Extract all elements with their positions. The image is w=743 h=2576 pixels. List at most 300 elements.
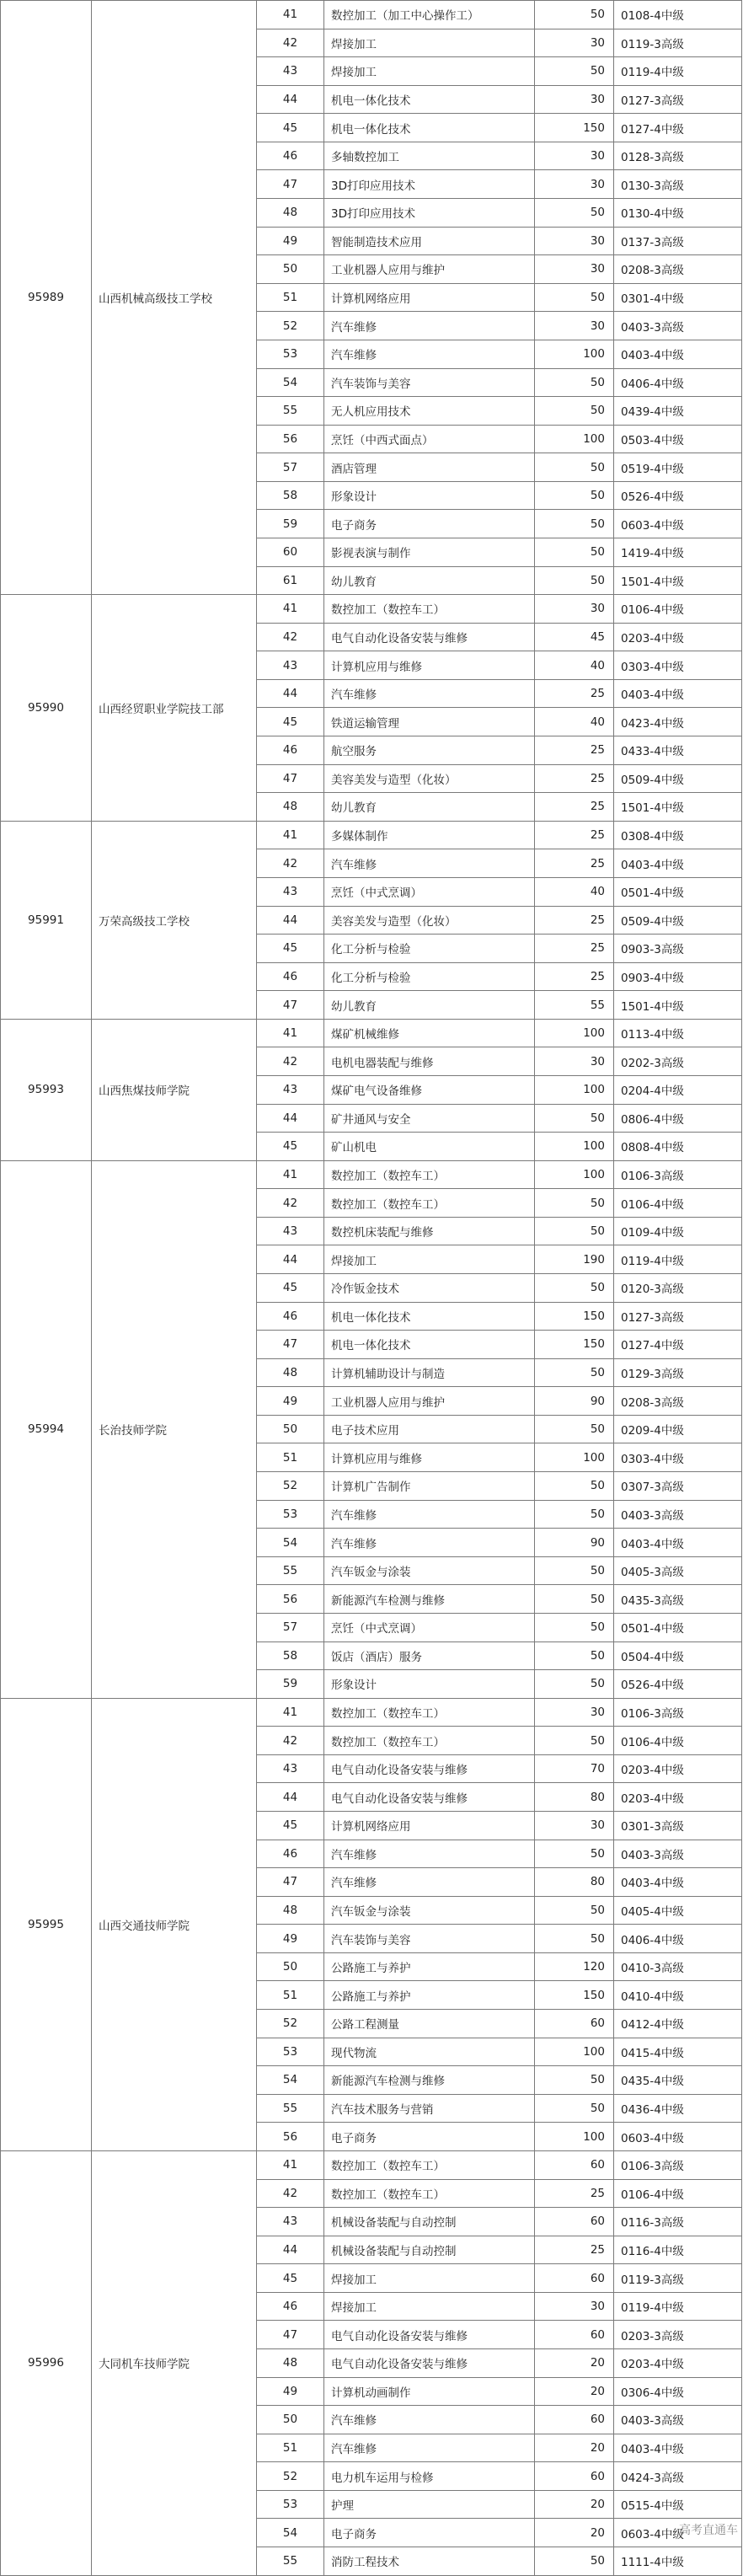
plan-count: 50 <box>535 1358 614 1387</box>
major-name: 汽车装饰与美容 <box>324 368 535 397</box>
major-name: 计算机应用与维修 <box>324 651 535 680</box>
major-number: 45 <box>257 708 324 736</box>
major-category: 0403-4中级 <box>614 2434 742 2462</box>
major-number: 57 <box>257 453 324 482</box>
major-name: 电气自动化设备安装与维修 <box>324 1783 535 1812</box>
plan-count: 40 <box>535 708 614 736</box>
major-name: 汽车维修 <box>324 312 535 340</box>
major-category: 0403-3高级 <box>614 2406 742 2434</box>
major-name: 3D打印应用技术 <box>324 170 535 199</box>
major-category: 0119-4中级 <box>614 2292 742 2321</box>
major-category: 0106-4中级 <box>614 1727 742 1755</box>
major-category: 1111-4中级 <box>614 2547 742 2576</box>
major-name: 机械设备装配与自动控制 <box>324 2208 535 2236</box>
major-number: 44 <box>257 906 324 935</box>
major-number: 46 <box>257 1302 324 1331</box>
plan-count: 30 <box>535 1047 614 1076</box>
major-name: 公路施工与养护 <box>324 1981 535 2010</box>
major-name: 影视表演与制作 <box>324 538 535 566</box>
plan-count: 50 <box>535 1415 614 1443</box>
major-number: 54 <box>257 368 324 397</box>
major-number: 48 <box>257 1358 324 1387</box>
major-category: 0424-3高级 <box>614 2462 742 2491</box>
major-category: 0410-4中级 <box>614 1981 742 2010</box>
major-name: 机电一体化技术 <box>324 1331 535 1359</box>
major-category: 0106-4中级 <box>614 595 742 624</box>
major-category: 0106-4中级 <box>614 1189 742 1218</box>
major-name: 焊接加工 <box>324 2292 535 2321</box>
major-name: 计算机网络应用 <box>324 1812 535 1840</box>
major-name: 新能源汽车检测与维修 <box>324 2066 535 2095</box>
plan-count: 25 <box>535 2236 614 2264</box>
table-body <box>1 1 742 2576</box>
plan-count: 25 <box>535 764 614 793</box>
major-number: 51 <box>257 1443 324 1472</box>
major-number: 51 <box>257 1981 324 2010</box>
major-number: 42 <box>257 29 324 57</box>
major-name: 新能源汽车检测与维修 <box>324 1585 535 1614</box>
school-code: 95991 <box>1 821 92 1019</box>
plan-count: 50 <box>535 1613 614 1641</box>
major-category: 0203-4中级 <box>614 1783 742 1812</box>
plan-count: 50 <box>535 1472 614 1501</box>
major-number: 41 <box>257 1160 324 1189</box>
major-name: 数控加工（数控车工） <box>324 595 535 624</box>
major-category: 0128-3高级 <box>614 142 742 170</box>
major-name: 烹饪（中式烹调） <box>324 1613 535 1641</box>
school-name: 山西焦煤技师学院 <box>92 1019 257 1160</box>
major-name: 汽车维修 <box>324 340 535 368</box>
plan-count: 60 <box>535 2208 614 2236</box>
major-number: 50 <box>257 255 324 284</box>
major-category: 0130-4中级 <box>614 199 742 228</box>
major-name: 铁道运输管理 <box>324 708 535 736</box>
major-name: 航空服务 <box>324 736 535 765</box>
major-number: 48 <box>257 199 324 228</box>
plan-count: 50 <box>535 1104 614 1133</box>
major-number: 43 <box>257 2208 324 2236</box>
major-name: 机电一体化技术 <box>324 1302 535 1331</box>
plan-count: 90 <box>535 1529 614 1557</box>
plan-count: 30 <box>535 2292 614 2321</box>
plan-count: 25 <box>535 821 614 849</box>
major-category: 1419-4中级 <box>614 538 742 566</box>
major-number: 56 <box>257 425 324 453</box>
major-name: 汽车维修 <box>324 2406 535 2434</box>
plan-count: 30 <box>535 595 614 624</box>
major-number: 53 <box>257 340 324 368</box>
major-category: 0127-4中级 <box>614 114 742 142</box>
plan-count: 90 <box>535 1387 614 1416</box>
major-number: 56 <box>257 1585 324 1614</box>
major-category: 0526-4中级 <box>614 481 742 510</box>
major-number: 53 <box>257 2038 324 2066</box>
major-category: 0403-4中级 <box>614 340 742 368</box>
major-number: 52 <box>257 2010 324 2038</box>
school-code: 95995 <box>1 1698 92 2150</box>
major-number: 47 <box>257 2321 324 2349</box>
plan-count: 40 <box>535 651 614 680</box>
major-name: 电力机车运用与检修 <box>324 2462 535 2491</box>
plan-count: 50 <box>535 397 614 426</box>
major-category: 0406-4中级 <box>614 368 742 397</box>
major-category: 0903-4中级 <box>614 962 742 991</box>
table-row <box>1 1019 742 1047</box>
major-number: 42 <box>257 1047 324 1076</box>
major-category: 0119-4中级 <box>614 1245 742 1274</box>
major-number: 47 <box>257 991 324 1020</box>
major-category: 0202-3高级 <box>614 1047 742 1076</box>
major-name: 焊接加工 <box>324 57 535 86</box>
major-number: 41 <box>257 595 324 624</box>
plan-count: 20 <box>535 2377 614 2406</box>
major-name: 焊接加工 <box>324 2264 535 2293</box>
major-number: 43 <box>257 57 324 86</box>
major-name: 电气自动化设备安装与维修 <box>324 2348 535 2377</box>
major-name: 形象设计 <box>324 1670 535 1699</box>
major-number: 58 <box>257 481 324 510</box>
major-name: 矿山机电 <box>324 1133 535 1161</box>
plan-count: 50 <box>535 453 614 482</box>
major-number: 54 <box>257 1529 324 1557</box>
major-category: 0109-4中级 <box>614 1217 742 1245</box>
school-name: 长治技师学院 <box>92 1160 257 1698</box>
major-name: 电子商务 <box>324 2123 535 2151</box>
major-number: 59 <box>257 510 324 538</box>
major-name: 机械设备装配与自动控制 <box>324 2236 535 2264</box>
major-category: 0603-4中级 <box>614 2123 742 2151</box>
table-row <box>1 1698 742 1727</box>
major-name: 智能制造技术应用 <box>324 227 535 255</box>
plan-count: 55 <box>535 991 614 1020</box>
major-number: 52 <box>257 2462 324 2491</box>
plan-count: 50 <box>535 1641 614 1670</box>
plan-count: 30 <box>535 1812 614 1840</box>
major-category: 0119-3高级 <box>614 29 742 57</box>
plan-count: 100 <box>535 1160 614 1189</box>
major-name: 幼儿教育 <box>324 793 535 822</box>
plan-count: 25 <box>535 736 614 765</box>
plan-count: 50 <box>535 510 614 538</box>
major-name: 幼儿教育 <box>324 566 535 595</box>
major-category: 0415-4中级 <box>614 2038 742 2066</box>
major-number: 43 <box>257 651 324 680</box>
watermark-text: 高考直通车 <box>679 2524 738 2537</box>
plan-count: 50 <box>535 1896 614 1925</box>
major-name: 汽车装饰与美容 <box>324 1925 535 1953</box>
plan-count: 30 <box>535 29 614 57</box>
major-number: 54 <box>257 2066 324 2095</box>
plan-count: 50 <box>535 538 614 566</box>
major-number: 49 <box>257 1925 324 1953</box>
major-category: 0203-3高级 <box>614 2321 742 2349</box>
major-number: 55 <box>257 397 324 426</box>
major-number: 55 <box>257 1556 324 1585</box>
plan-count: 30 <box>535 170 614 199</box>
major-name: 消防工程技术 <box>324 2547 535 2576</box>
major-category: 0412-4中级 <box>614 2010 742 2038</box>
major-category: 0137-3高级 <box>614 227 742 255</box>
plan-count: 50 <box>535 1217 614 1245</box>
school-code: 95989 <box>1 1 92 595</box>
plan-count: 30 <box>535 85 614 114</box>
plan-count: 60 <box>535 2406 614 2434</box>
major-name: 煤矿电气设备维修 <box>324 1075 535 1104</box>
major-category: 0436-4中级 <box>614 2094 742 2123</box>
major-name: 汽车维修 <box>324 679 535 708</box>
major-number: 47 <box>257 170 324 199</box>
major-name: 汽车技术服务与营销 <box>324 2094 535 2123</box>
plan-count: 25 <box>535 793 614 822</box>
major-name: 现代物流 <box>324 2038 535 2066</box>
major-name: 机电一体化技术 <box>324 85 535 114</box>
major-number: 42 <box>257 1189 324 1218</box>
major-category: 0403-3高级 <box>614 312 742 340</box>
major-category: 0501-4中级 <box>614 1613 742 1641</box>
major-category: 0306-4中级 <box>614 2377 742 2406</box>
school-name: 山西机械高级技工学校 <box>92 1 257 595</box>
major-number: 52 <box>257 1472 324 1501</box>
major-category: 0119-4中级 <box>614 57 742 86</box>
plan-count: 50 <box>535 368 614 397</box>
plan-count: 25 <box>535 962 614 991</box>
major-category: 0435-3高级 <box>614 1585 742 1614</box>
plan-count: 30 <box>535 255 614 284</box>
table-row <box>1 821 742 849</box>
major-category: 0509-4中级 <box>614 764 742 793</box>
major-category: 0120-3高级 <box>614 1274 742 1303</box>
major-number: 53 <box>257 2490 324 2519</box>
plan-count: 60 <box>535 2462 614 2491</box>
major-number: 45 <box>257 2264 324 2293</box>
major-number: 50 <box>257 1415 324 1443</box>
major-name: 汽车维修 <box>324 1868 535 1897</box>
plan-count: 50 <box>535 1 614 29</box>
plan-count: 50 <box>535 481 614 510</box>
plan-count: 25 <box>535 906 614 935</box>
major-name: 焊接加工 <box>324 29 535 57</box>
major-category: 0127-3高级 <box>614 1302 742 1331</box>
major-number: 48 <box>257 2348 324 2377</box>
plan-count: 190 <box>535 1245 614 1274</box>
major-number: 47 <box>257 1868 324 1897</box>
major-number: 44 <box>257 679 324 708</box>
plan-count: 25 <box>535 2179 614 2208</box>
major-category: 0808-4中级 <box>614 1133 742 1161</box>
table-row <box>1 1160 742 1189</box>
school-code: 95993 <box>1 1019 92 1160</box>
major-number: 42 <box>257 623 324 651</box>
major-name: 电子技术应用 <box>324 1415 535 1443</box>
major-category: 0113-4中级 <box>614 1019 742 1047</box>
major-name: 计算机广告制作 <box>324 1472 535 1501</box>
school-name: 大同机车技师学院 <box>92 2150 257 2575</box>
major-category: 0106-4中级 <box>614 2179 742 2208</box>
major-number: 48 <box>257 1896 324 1925</box>
major-category: 0204-4中级 <box>614 1075 742 1104</box>
major-name: 汽车钣金与涂装 <box>324 1896 535 1925</box>
plan-count: 80 <box>535 1868 614 1897</box>
major-name: 数控加工（数控车工） <box>324 1727 535 1755</box>
major-name: 电气自动化设备安装与维修 <box>324 1754 535 1783</box>
major-number: 42 <box>257 1727 324 1755</box>
major-name: 电气自动化设备安装与维修 <box>324 623 535 651</box>
major-category: 1501-4中级 <box>614 793 742 822</box>
major-category: 0509-4中级 <box>614 906 742 935</box>
major-number: 45 <box>257 1133 324 1161</box>
major-name: 工业机器人应用与维护 <box>324 255 535 284</box>
plan-count: 60 <box>535 2010 614 2038</box>
major-category: 0208-3高级 <box>614 1387 742 1416</box>
plan-count: 20 <box>535 2490 614 2519</box>
major-number: 55 <box>257 2094 324 2123</box>
major-category: 1501-4中级 <box>614 566 742 595</box>
major-name: 数控加工（数控车工） <box>324 1698 535 1727</box>
plan-count: 100 <box>535 340 614 368</box>
major-number: 44 <box>257 85 324 114</box>
major-category: 0203-4中级 <box>614 1754 742 1783</box>
major-number: 55 <box>257 2547 324 2576</box>
major-number: 46 <box>257 736 324 765</box>
plan-count: 60 <box>535 2264 614 2293</box>
major-name: 计算机网络应用 <box>324 283 535 312</box>
major-category: 0203-4中级 <box>614 623 742 651</box>
major-category: 0403-4中级 <box>614 679 742 708</box>
major-name: 形象设计 <box>324 481 535 510</box>
major-name: 3D打印应用技术 <box>324 199 535 228</box>
plan-count: 20 <box>535 2348 614 2377</box>
major-category: 0501-4中级 <box>614 877 742 906</box>
plan-count: 50 <box>535 199 614 228</box>
table-row <box>1 2150 742 2179</box>
major-name: 化工分析与检验 <box>324 962 535 991</box>
major-name: 冷作钣金技术 <box>324 1274 535 1303</box>
plan-count: 25 <box>535 935 614 963</box>
plan-count: 50 <box>535 1189 614 1218</box>
major-category: 0209-4中级 <box>614 1415 742 1443</box>
major-name: 汽车维修 <box>324 1500 535 1529</box>
plan-count: 150 <box>535 114 614 142</box>
major-name: 多媒体制作 <box>324 821 535 849</box>
plan-count: 150 <box>535 1331 614 1359</box>
major-category: 0308-4中级 <box>614 821 742 849</box>
major-name: 汽车维修 <box>324 849 535 878</box>
major-number: 56 <box>257 2123 324 2151</box>
major-number: 45 <box>257 1274 324 1303</box>
major-name: 美容美发与造型（化妆） <box>324 764 535 793</box>
major-name: 电子商务 <box>324 2519 535 2547</box>
plan-count: 20 <box>535 2434 614 2462</box>
major-category: 0435-4中级 <box>614 2066 742 2095</box>
major-category: 0504-4中级 <box>614 1641 742 1670</box>
plan-count: 50 <box>535 1840 614 1868</box>
plan-count: 50 <box>535 2547 614 2576</box>
major-name: 汽车钣金与涂装 <box>324 1556 535 1585</box>
major-number: 49 <box>257 2377 324 2406</box>
plan-count: 50 <box>535 1274 614 1303</box>
major-number: 49 <box>257 227 324 255</box>
plan-count: 100 <box>535 1075 614 1104</box>
major-name: 工业机器人应用与维护 <box>324 1387 535 1416</box>
plan-count: 30 <box>535 227 614 255</box>
plan-count: 100 <box>535 1443 614 1472</box>
major-number: 43 <box>257 877 324 906</box>
school-name: 万荣高级技工学校 <box>92 821 257 1019</box>
major-name: 多轴数控加工 <box>324 142 535 170</box>
plan-count: 30 <box>535 142 614 170</box>
plan-count: 40 <box>535 877 614 906</box>
major-name: 护理 <box>324 2490 535 2519</box>
major-number: 44 <box>257 1783 324 1812</box>
plan-count: 60 <box>535 2321 614 2349</box>
major-category: 0403-4中级 <box>614 1868 742 1897</box>
major-category: 0403-3高级 <box>614 1840 742 1868</box>
school-code: 95990 <box>1 595 92 822</box>
major-name: 数控机床装配与维修 <box>324 1217 535 1245</box>
plan-count: 45 <box>535 623 614 651</box>
major-number: 59 <box>257 1670 324 1699</box>
major-name: 机电一体化技术 <box>324 114 535 142</box>
plan-count: 60 <box>535 2150 614 2179</box>
major-category: 0519-4中级 <box>614 453 742 482</box>
major-name: 电子商务 <box>324 510 535 538</box>
major-name: 烹饪（中式烹调） <box>324 877 535 906</box>
major-category: 1501-4中级 <box>614 991 742 1020</box>
major-name: 公路施工与养护 <box>324 1952 535 1981</box>
school-code: 95996 <box>1 2150 92 2575</box>
major-name: 汽车维修 <box>324 2434 535 2462</box>
major-number: 50 <box>257 1952 324 1981</box>
plan-count: 50 <box>535 1925 614 1953</box>
major-number: 51 <box>257 283 324 312</box>
major-category: 0603-4中级 <box>614 510 742 538</box>
major-number: 42 <box>257 849 324 878</box>
major-name: 饭店（酒店）服务 <box>324 1641 535 1670</box>
plan-count: 50 <box>535 57 614 86</box>
plan-count: 50 <box>535 1556 614 1585</box>
major-category: 0503-4中级 <box>614 425 742 453</box>
major-number: 49 <box>257 1387 324 1416</box>
major-category: 0130-3高级 <box>614 170 742 199</box>
major-category: 0515-4中级 <box>614 2490 742 2519</box>
major-category: 0526-4中级 <box>614 1670 742 1699</box>
major-name: 数控加工（数控车工） <box>324 1160 535 1189</box>
major-category: 0603-4中级 <box>614 2519 742 2547</box>
major-category: 0307-3高级 <box>614 1472 742 1501</box>
major-name: 数控加工（数控车工） <box>324 2150 535 2179</box>
major-category: 0403-3高级 <box>614 1500 742 1529</box>
plan-count: 100 <box>535 1133 614 1161</box>
major-number: 61 <box>257 566 324 595</box>
plan-count: 150 <box>535 1302 614 1331</box>
major-category: 0127-3高级 <box>614 85 742 114</box>
plan-count: 50 <box>535 283 614 312</box>
major-name: 烹饪（中西式面点） <box>324 425 535 453</box>
major-category: 0903-3高级 <box>614 935 742 963</box>
major-name: 化工分析与检验 <box>324 935 535 963</box>
plan-count: 120 <box>535 1952 614 1981</box>
plan-count: 50 <box>535 1670 614 1699</box>
major-category: 0119-3高级 <box>614 2264 742 2293</box>
plan-count: 20 <box>535 2519 614 2547</box>
major-category: 0439-4中级 <box>614 397 742 426</box>
plan-count: 70 <box>535 1754 614 1783</box>
major-name: 无人机应用技术 <box>324 397 535 426</box>
major-category: 0433-4中级 <box>614 736 742 765</box>
major-name: 汽车维修 <box>324 1529 535 1557</box>
major-category: 0405-4中级 <box>614 1896 742 1925</box>
major-number: 45 <box>257 114 324 142</box>
